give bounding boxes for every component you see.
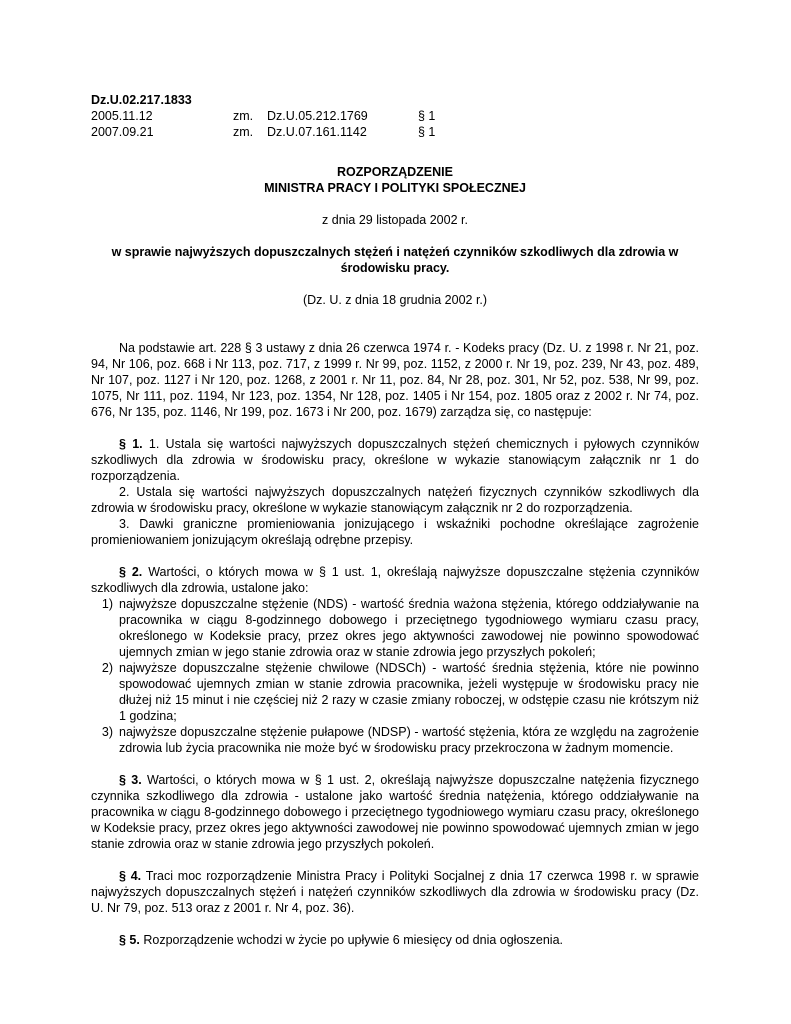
section-1-label: § 1. xyxy=(119,437,143,451)
amendment-ref: Dz.U.07.161.1142 xyxy=(267,125,367,139)
section-4-label: § 4. xyxy=(119,869,142,883)
list-item-number: 2) xyxy=(101,661,113,675)
document-date: z dnia 29 listopada 2002 r. xyxy=(322,213,468,227)
list-item-text: najwyższe dopuszczalne stężenie pułapowe (NDSP) - wartość stężenia, która ze względu na zagrożenie zdrowia lub życia pracownika nie może być w środowisku pracy przekroczona w żadnym momencie. xyxy=(119,725,699,755)
section-1-para-1-text: 1. Ustala się wartości najwyższych dopuszczalnych stężeń chemicznych i pyłowych czynników szkodliwych dla zdrowia w środowisku pracy, określone w wykazie stanowiącym załącznik nr 1 do rozporządzenia. xyxy=(91,437,699,483)
title-line-1: ROZPORZĄDZENIE xyxy=(337,165,453,179)
title-line-2: MINISTRA PRACY I POLITYKI SPOŁECZNEJ xyxy=(264,181,526,195)
section-2-intro-text: Wartości, o których mowa w § 1 ust. 1, określają najwyższe dopuszczalne stężenia czynników szkodliwych dla zdrowia, ustalone jako: xyxy=(91,565,699,595)
document-page xyxy=(91,92,699,948)
document-subject: w sprawie najwyższych dopuszczalnych stężeń i natężeń czynników szkodliwych dla zdrowia w środowisku pracy. xyxy=(111,245,679,275)
section-2-list xyxy=(91,596,699,756)
amendment-date: 2007.09.21 xyxy=(91,125,154,139)
amendment-type: zm. xyxy=(233,125,254,139)
section-1-para-3: 3. Dawki graniczne promieniowania jonizującego i wskaźniki pochodne określające zagrożenie promieniowaniem jonizującym określają odrębne przepisy. xyxy=(91,517,699,547)
section-5-label: § 5. xyxy=(119,933,140,947)
list-item-text: najwyższe dopuszczalne stężenie (NDS) - wartość średnia ważona stężenia, którego oddziaływanie na pracownika w ciągu 8-godzinnego dobowego i przeciętnego tygodniowego wymiaru czasu pracy, określonego w Kodeksie pracy, przez okres jego aktywności zawodowej nie powinno spowodować ujemnych zmian w jego stanie zdrowia oraz w stanie zdrowia jego przyszłych pokoleń; xyxy=(119,597,699,659)
amendment-section: § 1 xyxy=(418,125,436,139)
amendment-ref: Dz.U.05.212.1769 xyxy=(267,109,368,123)
section-3 xyxy=(91,772,699,852)
amendment-date: 2005.11.12 xyxy=(91,109,153,123)
section-2 xyxy=(91,564,699,756)
list-item-number: 1) xyxy=(101,597,113,611)
section-2-label: § 2. xyxy=(119,565,143,579)
section-5-text: Rozporządzenie wchodzi w życie po upływie 6 miesięcy od dnia ogłoszenia. xyxy=(143,933,564,947)
section-1 xyxy=(91,436,699,548)
act-id: Dz.U.02.217.1833 xyxy=(91,93,192,107)
publication-info: (Dz. U. z dnia 18 grudnia 2002 r.) xyxy=(302,293,488,307)
section-2-intro xyxy=(91,564,699,596)
section-4-text: Traci moc rozporządzenie Ministra Pracy i Polityki Socjalnej z dnia 17 czerwca 1998 r. w sprawie najwyższych dopuszczalnych stężeń i natężeń czynników szkodliwych dla zdrowia w środowisku pracy (Dz. U. Nr 79, poz. 513 oraz z 2001 r. Nr 4, poz. 36). xyxy=(91,869,700,915)
preamble: Na podstawie art. 228 § 3 ustawy z dnia 26 czerwca 1974 r. - Kodeks pracy (Dz. U. z 1998 r. Nr 21, poz. 94, Nr 106, poz. 668 i Nr 113, poz. 717, z 1999 r. Nr 99, poz. 1152, z 2000 r. Nr 19, poz. 239, Nr 43, poz. 489, Nr 107, poz. 1127 i Nr 120, poz. 1268, z 2001 r. Nr 11, poz. 84, Nr 28, poz. 301, Nr 52, poz. 538, Nr 99, poz. 1075, Nr 111, poz. 1194, Nr 123, poz. 1354, Nr 128, poz. 1405 i Nr 154, poz. 1805 oraz z 2002 r. Nr 74, poz. 676, Nr 135, poz. 1146, Nr 199, poz. 1673 i Nr 200, poz. 1679) zarządza się, co następuje: xyxy=(91,341,699,419)
amendment-row xyxy=(91,108,699,124)
section-5 xyxy=(91,932,699,948)
list-item-text: najwyższe dopuszczalne stężenie chwilowe (NDSCh) - wartość średnia stężenia, które nie powinno spowodować ujemnych zmian w stanie zdrowia pracownika, jeżeli występuje w środowisku pracy nie dłużej niż 15 minut i nie częściej niż 2 razy w czasie zmiany roboczej, w odstępie czasu nie krótszym niż 1 godzina; xyxy=(119,661,699,723)
amendment-type: zm. xyxy=(233,109,254,123)
amendment-section: § 1 xyxy=(418,109,436,123)
section-1-para-1 xyxy=(91,436,699,484)
section-3-text: Wartości, o których mowa w § 1 ust. 2, określają najwyższe dopuszczalne natężenia fizycznego czynnika szkodliwego dla zdrowia - ustalone jako wartość średnia natężenia, którego oddziaływanie na pracownika w ciągu 8-godzinnego dobowego i przeciętnego tygodniowego wymiaru czasu pracy, określonego w Kodeksie pracy, przez okres jego aktywności zawodowej nie powinno spowodować ujemnych zmian w jego stanie zdrowia oraz w stanie zdrowia jego przyszłych pokoleń. xyxy=(91,773,699,851)
list-item-number: 3) xyxy=(101,725,113,739)
section-1-para-2: 2. Ustala się wartości najwyższych dopuszczalnych natężeń fizycznych czynników szkodliwych dla zdrowia w środowisku pracy, określone w wykazie stanowiącym załącznik nr 2 do rozporządzenia. xyxy=(91,485,699,515)
list-item xyxy=(91,660,699,724)
list-item xyxy=(91,596,699,660)
amendment-row xyxy=(91,124,699,140)
document-title xyxy=(91,164,699,196)
list-item xyxy=(91,724,699,756)
section-3-label: § 3. xyxy=(119,773,142,787)
section-4 xyxy=(91,868,699,916)
